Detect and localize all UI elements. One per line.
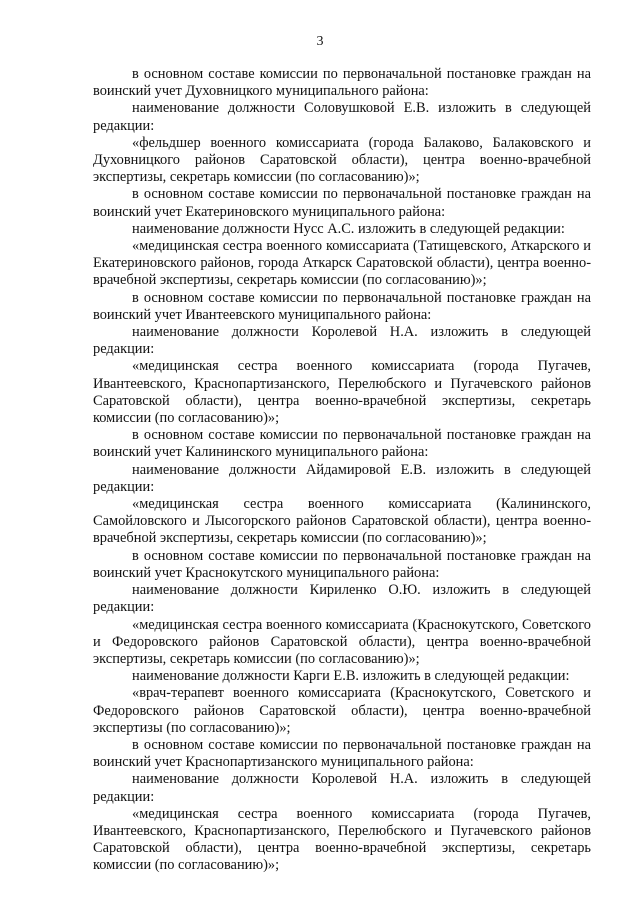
paragraph: в основном составе комиссии по первоначальной постановке граждан на воинский учет Краснокутского муниципального района: [93, 547, 591, 581]
paragraph: «медицинская сестра военного комиссариата (Татищевского, Аткарского и Екатериновского районов, города Аткарск Саратовской области), центра военно-врачебной экспертизы, секретарь комиссии (по согласованию)»; [93, 238, 591, 289]
paragraph: наименование должности Кириленко О.Ю. изложить в следующей редакции: [93, 582, 591, 616]
paragraph: наименование должности Айдамировой Е.В. изложить в следующей редакции: [93, 461, 591, 495]
paragraph: «медицинская сестра военного комиссариата (города Пугачев, Ивантеевского, Краснопартизанского, Перелюбского и Пугачевского районов Саратовской области), центра военно-врачебной экспертизы, секретарь комиссии (по согласованию)»; [93, 358, 591, 427]
paragraph: в основном составе комиссии по первоначальной постановке граждан на воинский учет Духовницкого муниципального района: [93, 66, 591, 100]
document-body [93, 66, 591, 875]
paragraph: в основном составе комиссии по первоначальной постановке граждан на воинский учет Екатериновского муниципального района: [93, 186, 591, 220]
paragraph: в основном составе комиссии по первоначальной постановке граждан на воинский учет Краснопартизанского муниципального района: [93, 736, 591, 771]
paragraph: в основном составе комиссии по первоначальной постановке граждан на воинский учет Калининского муниципального района: [93, 427, 591, 461]
paragraph: наименование должности Карги Е.В. изложить в следующей редакции: [132, 668, 570, 685]
paragraph: наименование должности Соловушковой Е.В. изложить в следующей редакции: [93, 100, 591, 134]
paragraph: «фельдшер военного комиссариата (города Балаково, Балаковского и Духовницкого районов Саратовской области), центра военно-врачебной экспертизы, секретарь комиссии (по согласованию)»; [93, 134, 591, 186]
paragraph: «медицинская сестра военного комиссариата (города Пугачев, Ивантеевского, Краснопартизанского, Перелюбского и Пугачевского районов Саратовской области), центра военно-врачебной экспертизы, секретарь комиссии (по согласованию)»; [93, 805, 591, 874]
paragraph: наименование должности Нусс А.С. изложить в следующей редакции: [132, 220, 565, 237]
paragraph: «врач-терапевт военного комиссариата (Краснокутского, Советского и Федоровского районов Саратовской области), центра военно-врачебной экспертизы (по согласованию)»; [93, 685, 591, 736]
paragraph: в основном составе комиссии по первоначальной постановке граждан на воинский учет Ивантеевского муниципального района: [93, 289, 591, 323]
paragraph: «медицинская сестра военного комиссариата (Краснокутского, Советского и Федоровского районов Саратовской области), центра военно-врачебной экспертизы, секретарь комиссии (по согласованию)»; [93, 616, 591, 667]
paragraph: «медицинская сестра военного комиссариата (Калининского, Самойловского и Лысогорского районов Саратовской области), центра военно-врачебной экспертизы, секретарь комиссии (по согласованию)»; [93, 496, 591, 547]
paragraph: наименование должности Королевой Н.А. изложить в следующей редакции: [93, 771, 591, 805]
paragraph: наименование должности Королевой Н.А. изложить в следующей редакции: [93, 324, 591, 358]
page-number: 3 [316, 34, 324, 49]
